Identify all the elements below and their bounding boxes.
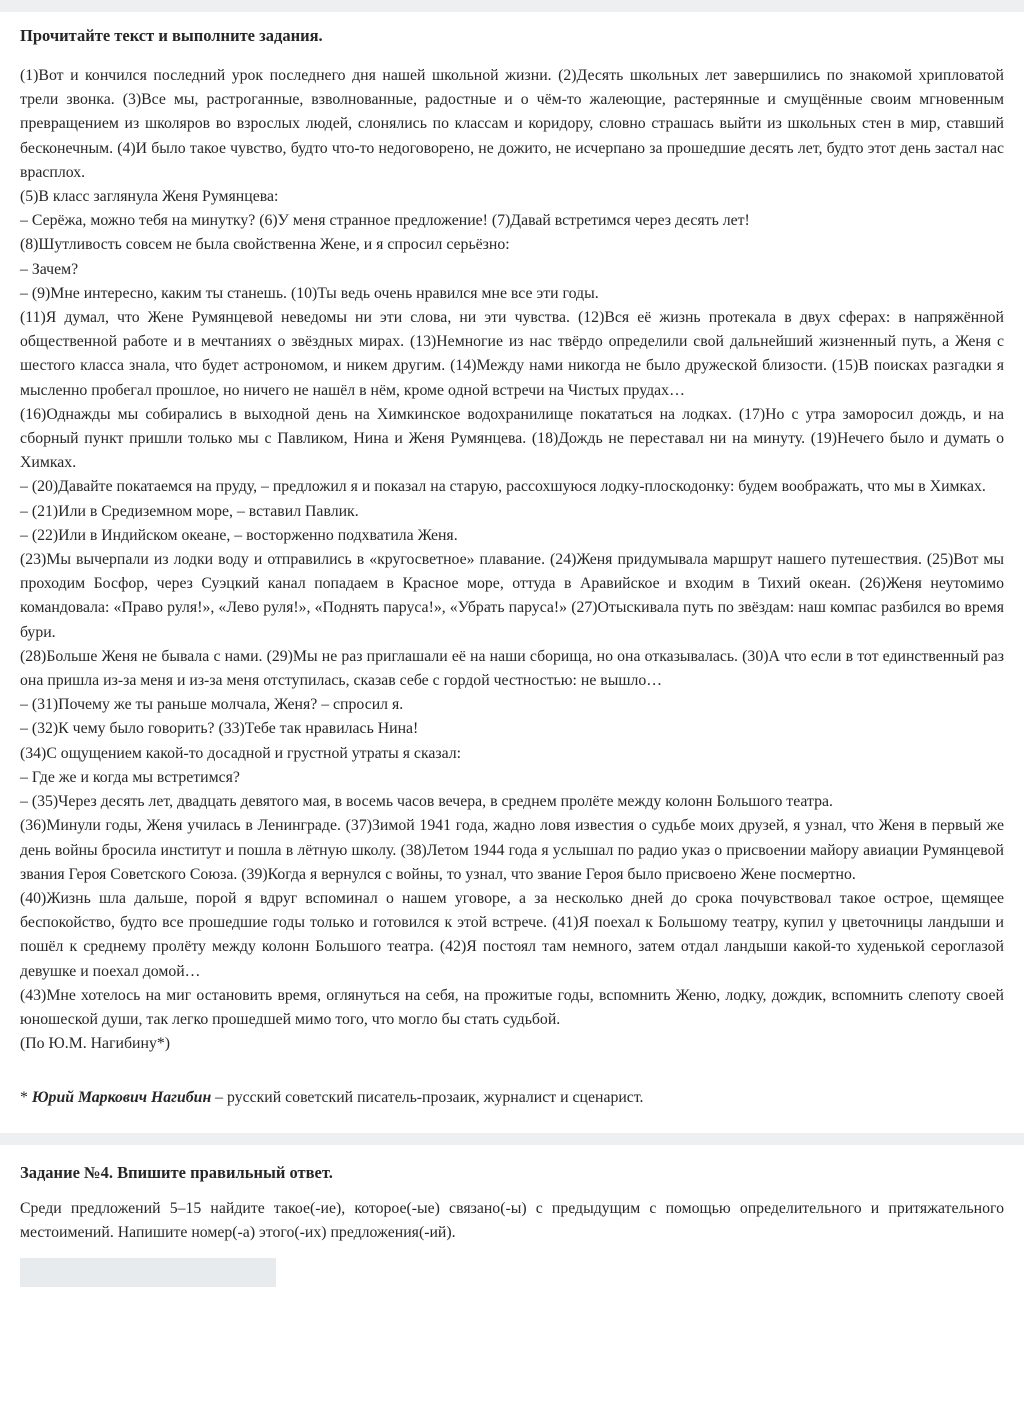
text-paragraph: (23)Мы вычерпали из лодки воду и отправились в «кругосветное» плавание. (24)Женя придумывала маршрут нашего путешествия. (25)Вот мы проходим Босфор, через Суэцкий канал попадаем в Красное море, оттуда в Аравийское и входим в Тихий океан. (26)Женя неутомимо командовала: «Право руля!», «Лево руля!», «Поднять паруса!», «Убрать паруса!» (27)Отыскивала путь по звёздам: наш компас разбился во время бури.: [20, 551, 1004, 641]
text-paragraph: (8)Шутливость совсем не была свойственна Жене, и я спросил серьёзно:: [20, 236, 510, 254]
header-band: [0, 0, 1024, 12]
text-paragraph: – (35)Через десять лет, двадцать девятого мая, в восемь часов вечера, в среднем пролёте между колонн Большого театра.: [20, 793, 833, 811]
text-paragraph: (34)С ощущением какой-то досадной и грустной утраты я сказал:: [20, 744, 462, 762]
text-paragraph: – (9)Мне интересно, каким ты станешь. (10)Ты ведь очень нравился мне все эти годы.: [20, 284, 599, 302]
reading-text: [20, 64, 1004, 1056]
task-prompt: Среди предложений 5–15 найдите такое(-ие), которое(-ые) связано(-ы) с предыдущим с помощью определительного и притяжательного местоимений. Напишите номер(-а) этого(-их) предложения(-ий).: [20, 1199, 1004, 1241]
section-divider-band: [0, 1133, 1024, 1145]
page-content: [0, 12, 1024, 1111]
text-paragraph: – (21)Или в Средиземном море, – вставил Павлик.: [20, 502, 359, 520]
text-paragraph: (11)Я думал, что Жене Румянцевой неведомы ни эти слова, ни эти чувства. (12)Вся её жизнь протекала в двух сферах: в напряжённой общественной работе и в мечтаниях о звёздных мирах. (13)Немногие из нас твёрдо определили свой дальнейший жизненный путь, а Женя с шестого класса знала, что будет астрономом, и никем другим. (14)Между нами никогда не было дружеской близости. (15)В поисках разгадки я мысленно пробегал прошлое, но ничего не нашёл в нём, кроме одной встречи на Чистых прудах…: [20, 309, 1004, 399]
text-paragraph: (28)Больше Женя не бывала с нами. (29)Мы не раз приглашали её на наши сборища, но она отказывалась. (30)А что если в тот единственный раз она пришла из-за меня и из-за меня отступилась, сказав себе с гордой честностью: не вышло…: [20, 647, 1004, 690]
answer-input[interactable]: [20, 1258, 276, 1287]
text-paragraph: (43)Мне хотелось на миг остановить время, оглянуться на себя, на прожитые годы, вспомнить Женю, лодку, дождик, вспомнить слепоту своей юношеской души, так легко прошедшей мимо того, что могло бы стать судьбой.: [20, 986, 1004, 1028]
footnote-marker: *: [20, 1089, 32, 1107]
task-section: [0, 1145, 1024, 1287]
text-paragraph: – Где же и когда мы встретимся?: [20, 768, 240, 786]
text-paragraph: (1)Вот и кончился последний урок последнего дня нашей школьной жизни. (2)Десять школьных лет завершились по знакомой хрипловатой трели звонка. (3)Все мы, растроганные, взволнованные, радостные и о чём-то жалеющие, растерянные и смущённые своим мгновенным превращением из школяров во взрослых людей, слонялись по классам и коридору, словно страшась выйти из школьных стен в мир, ставший бесконечным. (4)И было такое чувство, будто что-то недоговорено, не дожито, не исчерпано за прошедшие десять лет, будто этот день застал нас врасплох.: [20, 67, 1004, 181]
text-paragraph: – Зачем?: [20, 260, 79, 278]
text-paragraph: – Серёжа, можно тебя на минутку? (6)У меня странное предложение! (7)Давай встретимся через десять лет!: [20, 212, 750, 230]
author-footnote: [20, 1086, 1004, 1110]
footnote-author-name: Юрий Маркович Нагибин: [31, 1089, 212, 1107]
reading-instruction-heading: Прочитайте текст и выполните задания.: [20, 26, 323, 45]
text-paragraph: (40)Жизнь шла дальше, порой я вдруг вспоминал о нашем уговоре, а за несколько дней до срока почувствовал такое острое, щемящее беспокойство, будто все прошедшие годы только и готовился к этой встрече. (41)Я поехал к Большому театру, купил у цветочницы ландыши и пошёл к среднему пролёту между колонн Большого театра. (42)Я постоял там немного, затем отдал ландыши какой-то худенькой сероглазой девушке и поехал домой…: [20, 889, 1004, 980]
text-paragraph: (16)Однажды мы собирались в выходной день на Химкинское водохранилище покататься на лодках. (17)Но с утра заморосил дождь, и на сборный пункт пришли только мы с Павликом, Нина и Женя Румянцева. (18)Дождь не переставал ни на минуту. (19)Нечего было и думать о Химках.: [20, 405, 1004, 472]
task-heading: Задание №4. Впишите правильный ответ.: [20, 1162, 333, 1182]
text-paragraph: – (32)К чему было говорить? (33)Тебе так нравилась Нина!: [20, 720, 419, 738]
footnote-author-description: – русский советский писатель-прозаик, журналист и сценарист.: [211, 1089, 644, 1107]
attribution-line: (По Ю.М. Нагибину*): [20, 1035, 171, 1053]
text-paragraph: (5)В класс заглянула Женя Румянцева:: [20, 188, 279, 206]
text-paragraph: – (20)Давайте покатаемся на пруду, – предложил я и показал на старую, рассохшуюся лодку-плоскодонку: будем воображать, что мы в Химках.: [20, 478, 986, 496]
text-paragraph: – (31)Почему же ты раньше молчала, Женя? – спросил я.: [20, 696, 404, 714]
text-paragraph: – (22)Или в Индийском океане, – восторженно подхватила Женя.: [20, 526, 458, 544]
text-paragraph: (36)Минули годы, Женя училась в Ленинграде. (37)Зимой 1941 года, жадно ловя известия о судьбе моих друзей, я узнал, что Женя в первый же день войны бросила институт и пошла в лётную школу. (38)Летом 1944 года я услышал по радио указ о присвоении майору авиации Румянцевой звания Героя Советского Союза. (39)Когда я вернулся с войны, то узнал, что звание Героя было присвоено Жене посмертно.: [20, 817, 1004, 883]
